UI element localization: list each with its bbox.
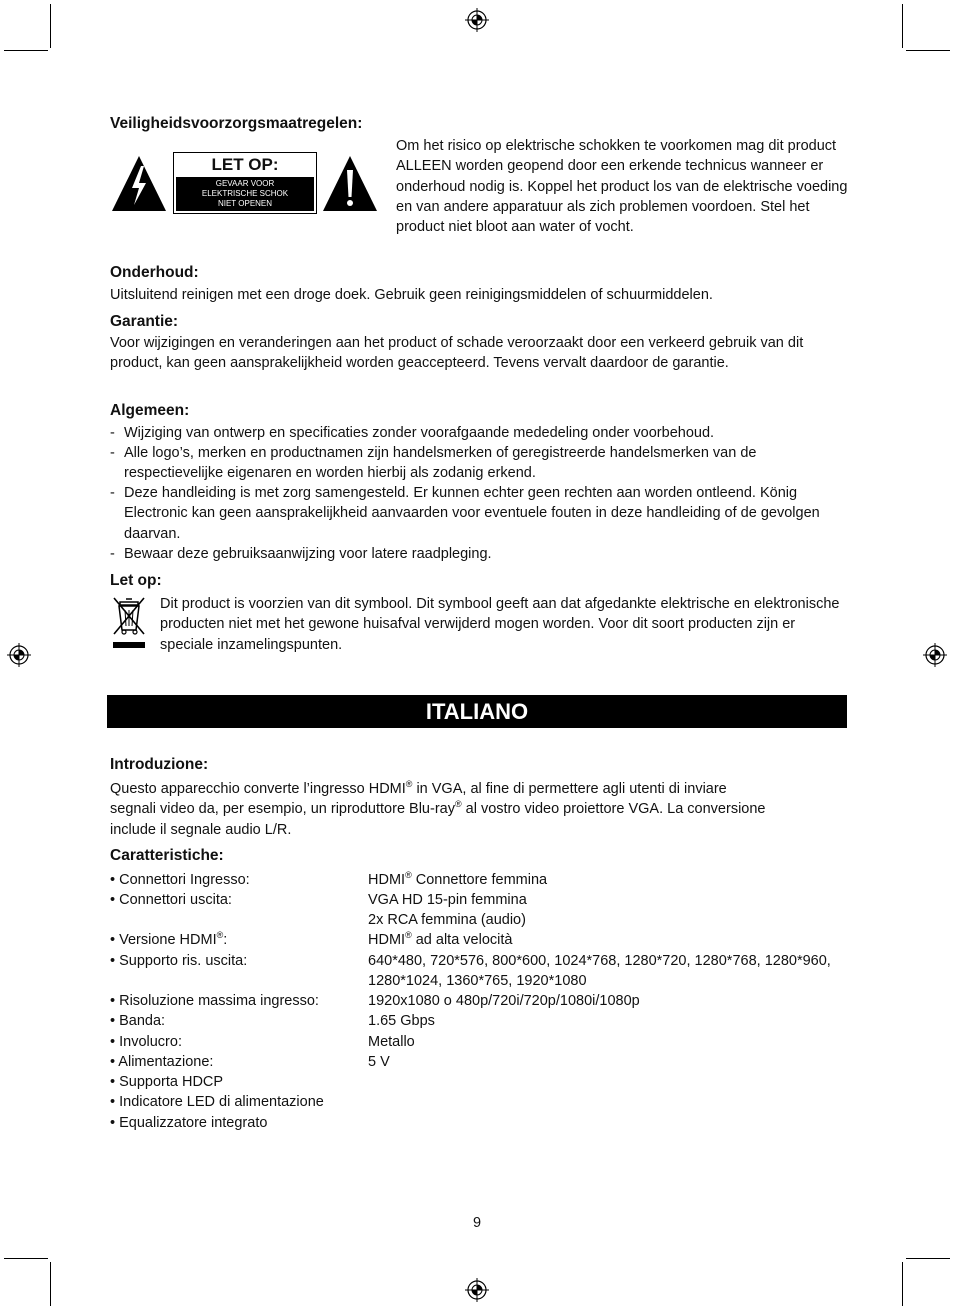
feature-value: VGA HD 15-pin femmina — [368, 892, 527, 908]
safety-text: Om het risico op elektrische schokken te voorkomen mag dit product ALLEEN worden geopend door een erkende technicus wanneer er onderhoud nodig is. Koppel het product los van de elektrische voeding en van andere apparatuur als zich problemen voordoen. Stel het product niet bloot aan water of vocht. — [396, 138, 848, 236]
warning-label — [173, 152, 317, 214]
feature-label: • Risoluzione massima ingresso: — [110, 993, 319, 1009]
intro-line: include il segnale audio L/R. — [110, 821, 292, 838]
feature-label: • Indicatore LED di alimentazione — [110, 1094, 324, 1110]
registration-mark-icon — [7, 643, 31, 667]
intro-text-part: segnali video da, per esempio, un riproduttore Blu-ray — [110, 801, 455, 818]
attention-text: Dit product is voorzien van dit symbool. Dit symbool geeft aan dat afgedankte elektrische en elektronische producten niet met het gewone huisafval verwijderd mogen worden. Voor dit soort producten zijn er speciale inzamelingspunten. — [160, 596, 840, 653]
warranty-heading: Garantie: — [110, 313, 179, 330]
registered-mark: ® — [405, 870, 412, 881]
list-item-text: Alle logo’s, merken en productnamen zijn handelsmerken of geregistreerde handelsmerken van de respectievelijke eigenaren en worden hierbij als zodanig erkend. — [124, 445, 757, 482]
list-dash: - — [110, 546, 115, 562]
intro-text-part: in VGA, al fine di permettere agli utenti di inviare — [412, 781, 727, 797]
warranty-text: Voor wijzigingen en veranderingen aan het product of schade veroorzaakt door een verkeerd gebruik van dit product, kan geen aansprakelijkheid worden geaccepteerd. Tevens vervalt daardoor de garantie. — [110, 335, 804, 372]
warning-label-line: GEVAAR VOOR — [215, 179, 275, 188]
registered-mark: ® — [405, 930, 412, 941]
feature-value: 2x RCA femmina (audio) — [368, 912, 526, 928]
general-heading: Algemeen: — [110, 402, 190, 419]
section-banner: ITALIANO — [107, 695, 847, 728]
weee-bin-icon — [110, 594, 148, 650]
registered-mark: ® — [405, 779, 413, 790]
feature-label: • Versione HDMI®: — [110, 930, 228, 948]
crop-mark — [50, 1262, 51, 1306]
maintenance-text: Uitsluitend reinigen met een droge doek. Gebruik geen reinigingsmiddelen of schuurmiddelen. — [110, 287, 713, 303]
feature-value: 640*480, 720*576, 800*600, 1024*768, 1280*720, 1280*768, 1280*960, 1280*1024, 1360*765, 1920*1080 — [368, 953, 831, 990]
list-item — [110, 423, 846, 443]
intro-text — [110, 779, 850, 840]
warning-label-line: NIET OPENEN — [217, 199, 273, 208]
feature-value: 5 V — [368, 1054, 390, 1070]
crop-mark — [50, 4, 51, 48]
list-item — [110, 443, 846, 484]
crop-mark — [4, 1258, 48, 1259]
exclamation-warning-icon — [321, 154, 379, 213]
attention-heading: Let op: — [110, 572, 162, 589]
feature-label: • Banda: — [110, 1013, 166, 1029]
feature-value: 1.65 Gbps — [368, 1013, 435, 1029]
feature-value: HDMI® ad alta velocità — [368, 930, 513, 948]
list-item-text: Deze handleiding is met zorg samengesteld. Er kunnen echter geen rechten aan worden ontleend. König Electronic kan geen aansprakelijkheid aanvaarden voor eventuele fouten in deze handleiding of de gevolgen daarvan. — [124, 485, 820, 542]
warning-label-title: LET OP: — [211, 155, 279, 174]
page-number: 9 — [472, 1215, 482, 1231]
feature-label: • Supporto ris. uscita: — [110, 953, 248, 969]
list-item-text: Wijziging van ontwerp en specificaties zonder voorafgaande mededeling onder voorbehoud. — [124, 425, 715, 441]
feature-label: • Equalizzatore integrato — [110, 1115, 268, 1131]
intro-heading: Introduzione: — [110, 756, 209, 773]
registration-mark-icon — [465, 8, 489, 32]
feature-label: • Alimentazione: — [110, 1054, 214, 1070]
feature-value: 1920x1080 o 480p/720i/720p/1080i/1080p — [368, 993, 640, 1009]
list-item-text: Bewaar deze gebruiksaanwijzing voor latere raadpleging. — [124, 546, 492, 562]
registered-mark: ® — [454, 799, 462, 810]
list-dash: - — [110, 445, 115, 461]
intro-line — [110, 799, 850, 819]
registration-mark-icon — [465, 1278, 489, 1302]
maintenance-heading: Onderhoud: — [110, 264, 199, 281]
intro-line — [110, 779, 850, 799]
feature-label: • Connettori uscita: — [110, 892, 232, 908]
feature-label: • Supporta HDCP — [110, 1074, 224, 1090]
crop-mark — [902, 1262, 903, 1306]
crop-mark — [906, 1258, 950, 1259]
feature-value: Metallo — [368, 1034, 415, 1050]
list-dash: - — [110, 485, 115, 501]
warning-label-text — [176, 177, 314, 211]
feature-label: • Connettori Ingresso: — [110, 872, 250, 888]
warning-label-line: ELEKTRISCHE SCHOK — [201, 189, 289, 198]
features-heading: Caratteristiche: — [110, 847, 224, 864]
crop-mark — [906, 50, 950, 51]
registration-mark-icon — [923, 643, 947, 667]
feature-value: HDMI® Connettore femmina — [368, 870, 548, 888]
crop-mark — [902, 4, 903, 48]
safety-heading: Veiligheidsvoorzorgsmaatregelen: — [110, 115, 363, 132]
intro-text-part: al vostro video proiettore VGA. La conversione — [461, 801, 766, 818]
list-item — [110, 483, 846, 544]
list-dash: - — [110, 425, 115, 441]
list-item — [110, 544, 846, 564]
feature-label: • Involucro: — [110, 1034, 182, 1050]
intro-text-part: Questo apparecchio converte l’ingresso HDMI — [110, 781, 406, 797]
registered-mark: ® — [216, 930, 224, 941]
electric-shock-warning-icon — [110, 154, 168, 213]
crop-mark — [4, 50, 48, 51]
